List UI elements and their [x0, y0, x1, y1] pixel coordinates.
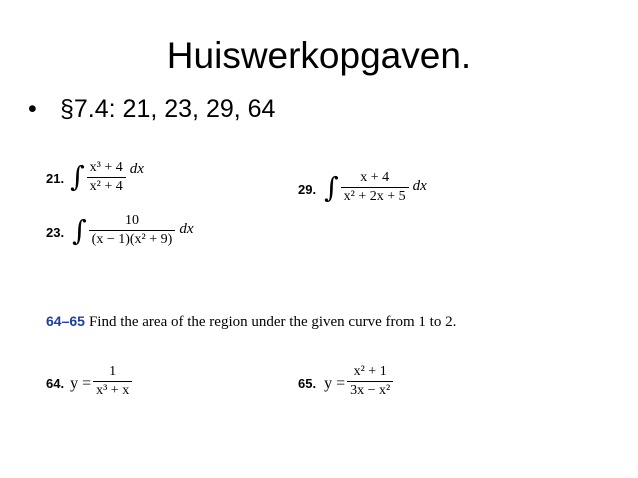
problem-number: 29. [298, 181, 317, 197]
numerator: x² + 1 [353, 364, 387, 379]
section-instruction [46, 312, 476, 332]
denominator: x² + 2x + 5 [341, 187, 409, 205]
fraction [93, 364, 132, 399]
numerator: x + 4 [360, 170, 390, 185]
denominator: 3x − x² [347, 381, 393, 399]
equation-lhs: y = [324, 374, 346, 392]
fraction [87, 160, 126, 195]
integral-sign: ∫ [324, 171, 339, 204]
fraction [347, 364, 393, 399]
problem-29 [298, 170, 427, 205]
exercise-number: 64. [46, 375, 65, 391]
problem-number: 23. [46, 224, 65, 240]
problem-23 [46, 213, 193, 248]
denominator: (x − 1)(x² + 9) [89, 230, 176, 248]
differential: dx [412, 178, 427, 194]
numerator: x³ + 4 [89, 160, 123, 175]
equation-lhs: y = [70, 374, 92, 392]
page-title: Huiswerkopgaven. [166, 35, 472, 76]
bullet-marker: • [28, 95, 37, 123]
differential: dx [179, 221, 194, 237]
problem-21 [46, 158, 144, 195]
section-range: 64–65 [46, 313, 85, 329]
fraction [341, 170, 409, 205]
differential: dx [129, 161, 144, 177]
instruction-text: Find the area of the region under the given curve from 1 to 2. [88, 314, 457, 330]
fraction [89, 213, 176, 248]
exercise-65 [298, 364, 393, 399]
bullet-item [28, 94, 275, 124]
exercise-64 [46, 364, 132, 399]
bullet-text: §7.4: 21, 23, 29, 64 [60, 95, 276, 123]
exercise-number: 65. [298, 375, 317, 391]
integral-sign: ∫ [72, 214, 87, 247]
numerator: 1 [109, 364, 117, 379]
numerator: 10 [124, 213, 139, 228]
integral-sign: ∫ [70, 160, 85, 193]
problem-number: 21. [46, 170, 65, 186]
denominator: x² + 4 [87, 177, 126, 195]
denominator: x³ + x [93, 381, 132, 399]
